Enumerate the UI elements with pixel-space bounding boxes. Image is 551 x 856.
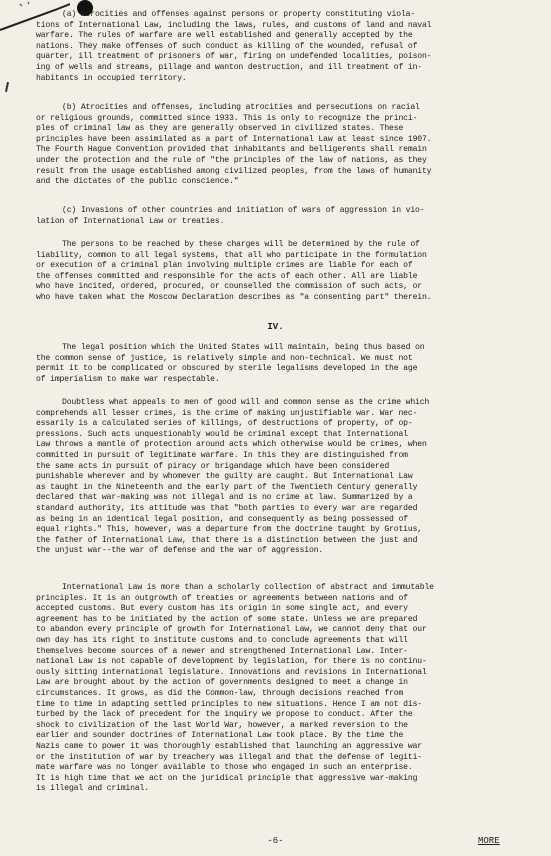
paragraph-a: (a) Atrocities and offenses against persons or property constituting viola- tions of International Law, including the laws, rules, and customs of land and naval warfare. The rules of warfare are well established and generally accepted by the nations. They make offenses of such conduct as killing of the wounded, refusal of quarter, ill treatment of prisoners of war, firing on undefended localities, poison- ing of wells and streams, pillage and wanton destruction, and ill treatment of in- habitants in occupied territory. xyxy=(36,10,432,83)
paragraph-c: (c) Invasions of other countries and initiation of wars of aggression in vio- lation of International Law or treaties. xyxy=(36,206,425,226)
paragraph-unjustifiable-war: Doubtless what appeals to men of good will and common sense as the crime which comprehends all lesser crimes, is the crime of making unjustifiable war. War nec- essarily is a calculated series of killings, of destructions of property, of op- pressions. Such acts unquestionably would be criminal except that International Law throws a mantle of protection around acts which otherwise would be crimes, when committed in pursuit of legitimate warfare. In this they are distinguished from the same acts in pursuit of piracy or brigandage which have been considered punishable wherever and by whomever the guilty are caught. But International Law as taught in the Nineteenth and the early part of the Twentieth Century generally declared that war-making was not illegal and is no crime at law. Summarized by a standard authority, its attitude was that "both parties to every war are regarded as being in an identical legal position, and consequently as being possessed of equal rights." This, however, was a departure from the doctrine taught by Grotius, the father of International Law, that there is a distinction between the just and the unjust war--the war of defense and the war of aggression. xyxy=(36,398,430,556)
margin-mark xyxy=(5,82,9,92)
paragraph-international-law: International Law is more than a scholarly collection of abstract and immutable principles. It is an outgrowth of treaties or agreements between nations and of accepted customs. But every custom has its origin in some single act, and every agreement has to be initiated by the action of some state. Unless we are prepared to abandon every principle of growth for International Law, we cannot deny that our own day has its right to institute customs and to conclude agreements that will themselves become sources of a newer and strengthened International Law. Inter- national Law is not capable of development by legislation, for there is no continu- ously sitting international legislature. Innovations and revisions in International Law are brought about by the action of governments designed to meet a change in circumstances. It grows, as did the Common-law, through decisions reached from time to time in adapting settled principles to new situations. Hence I am not dis- turbed by the lack of precedent for the inquiry we propose to conduct. After the shock to civilization of the last World War, however, a marked reversion to the earlier and sounder doctrines of International Law took place. By the time the Nazis came to power it was thoroughly established that launching an aggressive war or the institution of war by treachery was illegal and that the defense of legiti- mate warfare was no longer available to those who engaged in such an enterprise. It is high time that we act on the juridical principle that aggressive war-making is illegal and criminal. xyxy=(36,583,434,794)
paragraph-b: (b) Atrocities and offenses, including atrocities and persecutions on racial or religious grounds, committed since 1933. This is only to recognize the princi- ples of criminal law as they are generally observed in civilized states. These principles have been assimilated as a part of International Law at least since 1907. The Fourth Hague Convention provided that inhabitants and belligerents shall remain under the protection and the rule of "the principles of the law of nations, as they result from the usage established among civilized peoples, from the laws of humanity and the dictates of the public conscience." xyxy=(36,103,432,187)
continuation-label: MORE xyxy=(478,836,500,846)
paragraph-legal-position: The legal position which the United States will maintain, being thus based on the common sense of justice, is relatively simple and non-technical. We must not permit it to be complicated or obscured by sterile legalisms developed in the age of imperialism to make war respectable. xyxy=(36,343,425,384)
paragraph-liability: The persons to be reached by these charges will be determined by the rule of liability, common to all legal systems, that all who participate in the formulation or execution of a criminal plan involving multiple crimes are liable for each of the offenses committed and responsible for the acts of each other. All are liable who have incited, ordered, procured, or counselled the commission of such acts, or who have taken what the Moscow Declaration describes as "a consenting part" therein. xyxy=(36,240,432,302)
section-heading: IV. xyxy=(267,322,284,332)
page-number: -6- xyxy=(267,836,284,846)
